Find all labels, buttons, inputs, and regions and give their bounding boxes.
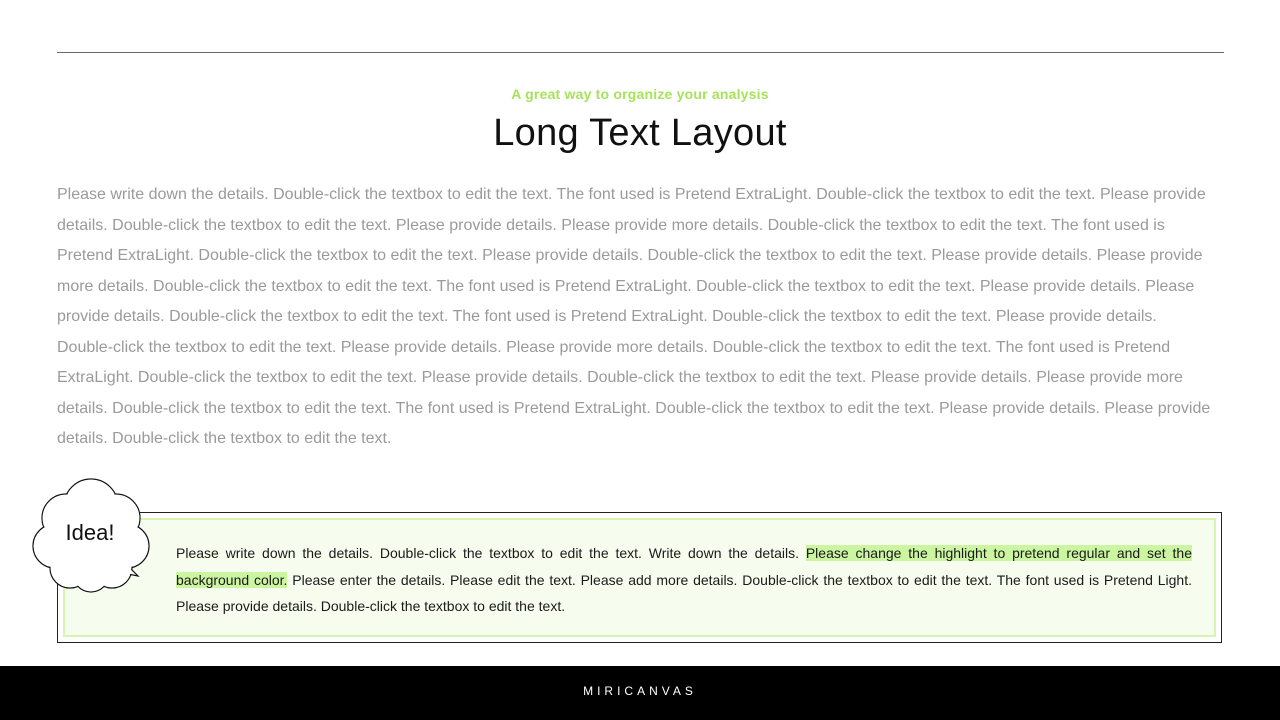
slide-subtitle: A great way to organize your analysis — [511, 86, 769, 102]
callout-text-highlight: Please change the highlight to pretend regular and set the background color. — [176, 545, 1193, 588]
idea-callout-text[interactable] — [176, 540, 1192, 620]
footer-brand: MIRICANVAS — [583, 684, 697, 698]
body-paragraph[interactable]: Please write down the details. Double-click the textbox to edit the text. The font used is Pretend ExtraLight. Double-click the textbox to edit the text. Please provide details. Double-click the textbox to edit the text. Please provide details. Please provide more details. Double-click the textbox to edit the text. The font used is Pretend ExtraLight. Double-click the textbox to edit the text. Please provide details. Double-click the textbox to edit the text. Please provide details. Please provide more details. Double-click the textbox to edit the text. The font used is Pretend ExtraLight. Double-click the textbox to edit the text. Please provide details. Please provide details. Double-click the textbox to edit the text. The font used is Pretend ExtraLight. Double-click the textbox to edit the text. Please provide details. Double-click the textbox to edit the text. Please provide details. Please provide more details. Double-click the textbox to edit the text. The font used is Pretend ExtraLight. Double-click the textbox to edit the text. Please provide details. Double-click the textbox to edit the text. Please provide details. Please provide more details. Double-click the textbox to edit the text. The font used is Pretend ExtraLight. Double-click the textbox to edit the text. Please provide details. Please provide details. Double-click the textbox to edit the text. — [57, 186, 1211, 447]
callout-text-before: Please write down the details. Double-click the textbox to edit the text. Write down the details. — [176, 545, 806, 561]
callout-text-after: Please enter the details. Please edit the text. Please add more details. Double-click the textbox to edit the text. The font used is Pretend Light. Please provide details. Double-click the textbox to edit the text. — [176, 571, 1192, 614]
slide-title: Long Text Layout — [493, 112, 787, 154]
idea-badge-label: Idea! — [65, 520, 115, 545]
top-divider — [57, 52, 1224, 53]
footer-bar — [0, 666, 1280, 720]
